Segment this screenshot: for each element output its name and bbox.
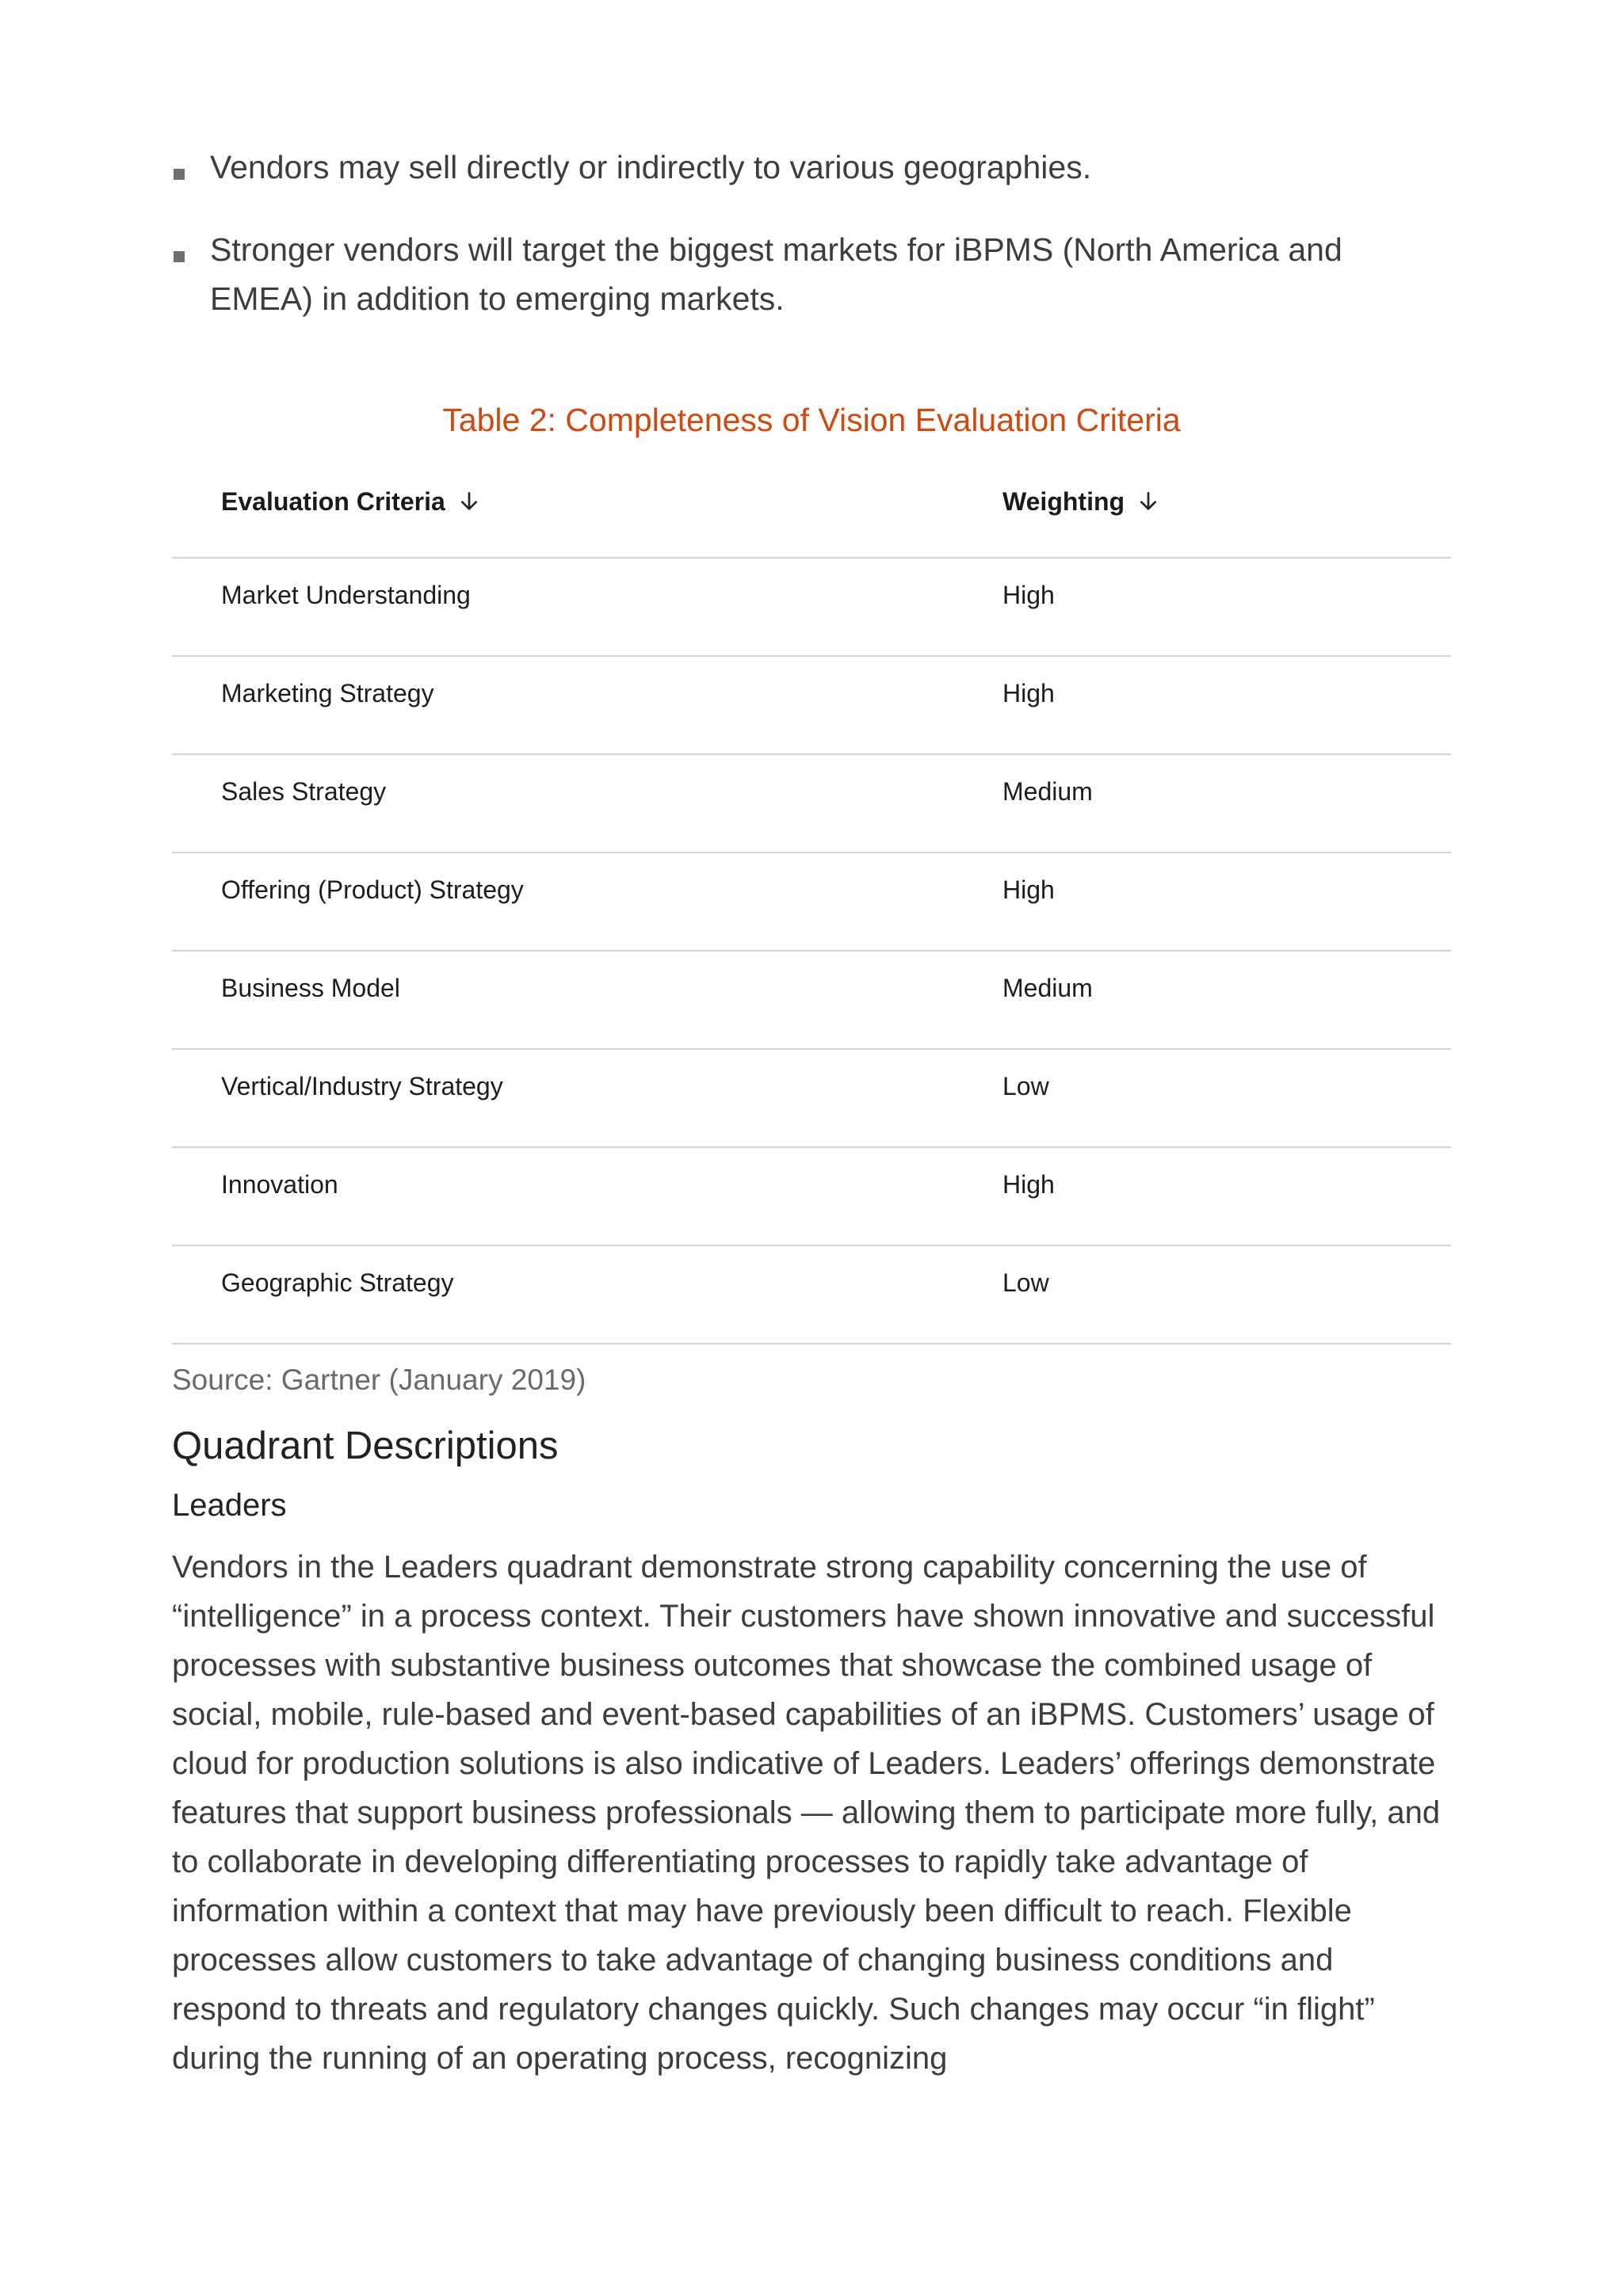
column-header-label: Evaluation Criteria (221, 486, 445, 516)
bullet-text: Vendors may sell directly or indirectly to various geographies. (210, 149, 1092, 185)
criteria-text: Geographic Strategy (221, 1268, 454, 1297)
table-row (172, 656, 1451, 754)
weighting-cell (1002, 1049, 1451, 1147)
column-header-evaluation-criteria[interactable] (172, 470, 1002, 558)
weighting-cell (1002, 558, 1451, 656)
list-item (172, 143, 1451, 192)
weighting-cell (1002, 852, 1451, 951)
table-row (172, 558, 1451, 656)
arrow-down-icon[interactable] (456, 489, 482, 514)
weighting-cell (1002, 951, 1451, 1049)
criteria-text: Market Understanding (221, 581, 471, 609)
criteria-cell (172, 656, 1002, 754)
weighting-text: High (1002, 875, 1055, 904)
criteria-text: Innovation (221, 1170, 338, 1199)
weighting-cell (1002, 754, 1451, 852)
subsection-title: Leaders (172, 1488, 287, 1523)
criteria-text: Business Model (221, 974, 400, 1002)
page-content (172, 143, 1451, 2083)
table-source: Source: Gartner (January 2019) (172, 1363, 586, 1396)
weighting-text: High (1002, 679, 1055, 707)
table-row (172, 852, 1451, 951)
weighting-cell (1002, 1147, 1451, 1245)
table-row (172, 1049, 1451, 1147)
table-row (172, 1245, 1451, 1344)
table-header-row (172, 470, 1451, 558)
table-row (172, 1147, 1451, 1245)
weighting-text: Medium (1002, 974, 1093, 1002)
table-row (172, 951, 1451, 1049)
weighting-text: High (1002, 581, 1055, 609)
weighting-text: High (1002, 1170, 1055, 1199)
table-row (172, 754, 1451, 852)
bullet-text: Stronger vendors will target the biggest markets for iBPMS (North America and EMEA) in addition to emerging markets. (210, 231, 1342, 317)
weighting-cell (1002, 1245, 1451, 1344)
square-bullet-icon (174, 169, 185, 180)
weighting-text: Medium (1002, 777, 1093, 806)
bullet-list (172, 143, 1451, 323)
criteria-cell (172, 1049, 1002, 1147)
column-header-label: Weighting (1002, 486, 1125, 516)
square-bullet-icon (174, 251, 185, 262)
criteria-cell (172, 951, 1002, 1049)
criteria-cell (172, 1245, 1002, 1344)
body-paragraph: Vendors in the Leaders quadrant demonstrate strong capability concerning the use of “intelligence” in a process context. Their customers have shown innovative and successful processes with substantive business outcomes that showcase the combined usage of social, mobile, rule-based and event-based capabilities of an iBPMS. Customers’ usage of cloud for production solutions is also indicative of Leaders. Leaders’ offerings demonstrate features that support business professionals — allowing them to participate more fully, and to collaborate in developing differentiating processes to rapidly take advantage of information within a context that may have previously been difficult to reach. Flexible processes allow customers to take advantage of changing business conditions and respond to threats and regulatory changes quickly. Such changes may occur “in flight” during the running of an operating process, recognizing (172, 1550, 1441, 2076)
criteria-text: Sales Strategy (221, 777, 387, 806)
weighting-text: Low (1002, 1268, 1049, 1297)
list-item (172, 225, 1451, 323)
criteria-cell (172, 754, 1002, 852)
weighting-text: Low (1002, 1072, 1049, 1100)
arrow-down-icon[interactable] (1136, 489, 1161, 514)
section-title: Quadrant Descriptions (172, 1425, 559, 1467)
table-caption: Table 2: Completeness of Vision Evaluation Criteria (442, 402, 1181, 438)
criteria-cell (172, 1147, 1002, 1245)
evaluation-criteria-table (172, 470, 1451, 1344)
criteria-cell (172, 852, 1002, 951)
criteria-text: Offering (Product) Strategy (221, 875, 524, 904)
criteria-text: Marketing Strategy (221, 679, 434, 707)
weighting-cell (1002, 656, 1451, 754)
criteria-cell (172, 558, 1002, 656)
column-header-weighting[interactable] (1002, 470, 1451, 558)
criteria-text: Vertical/Industry Strategy (221, 1072, 503, 1100)
